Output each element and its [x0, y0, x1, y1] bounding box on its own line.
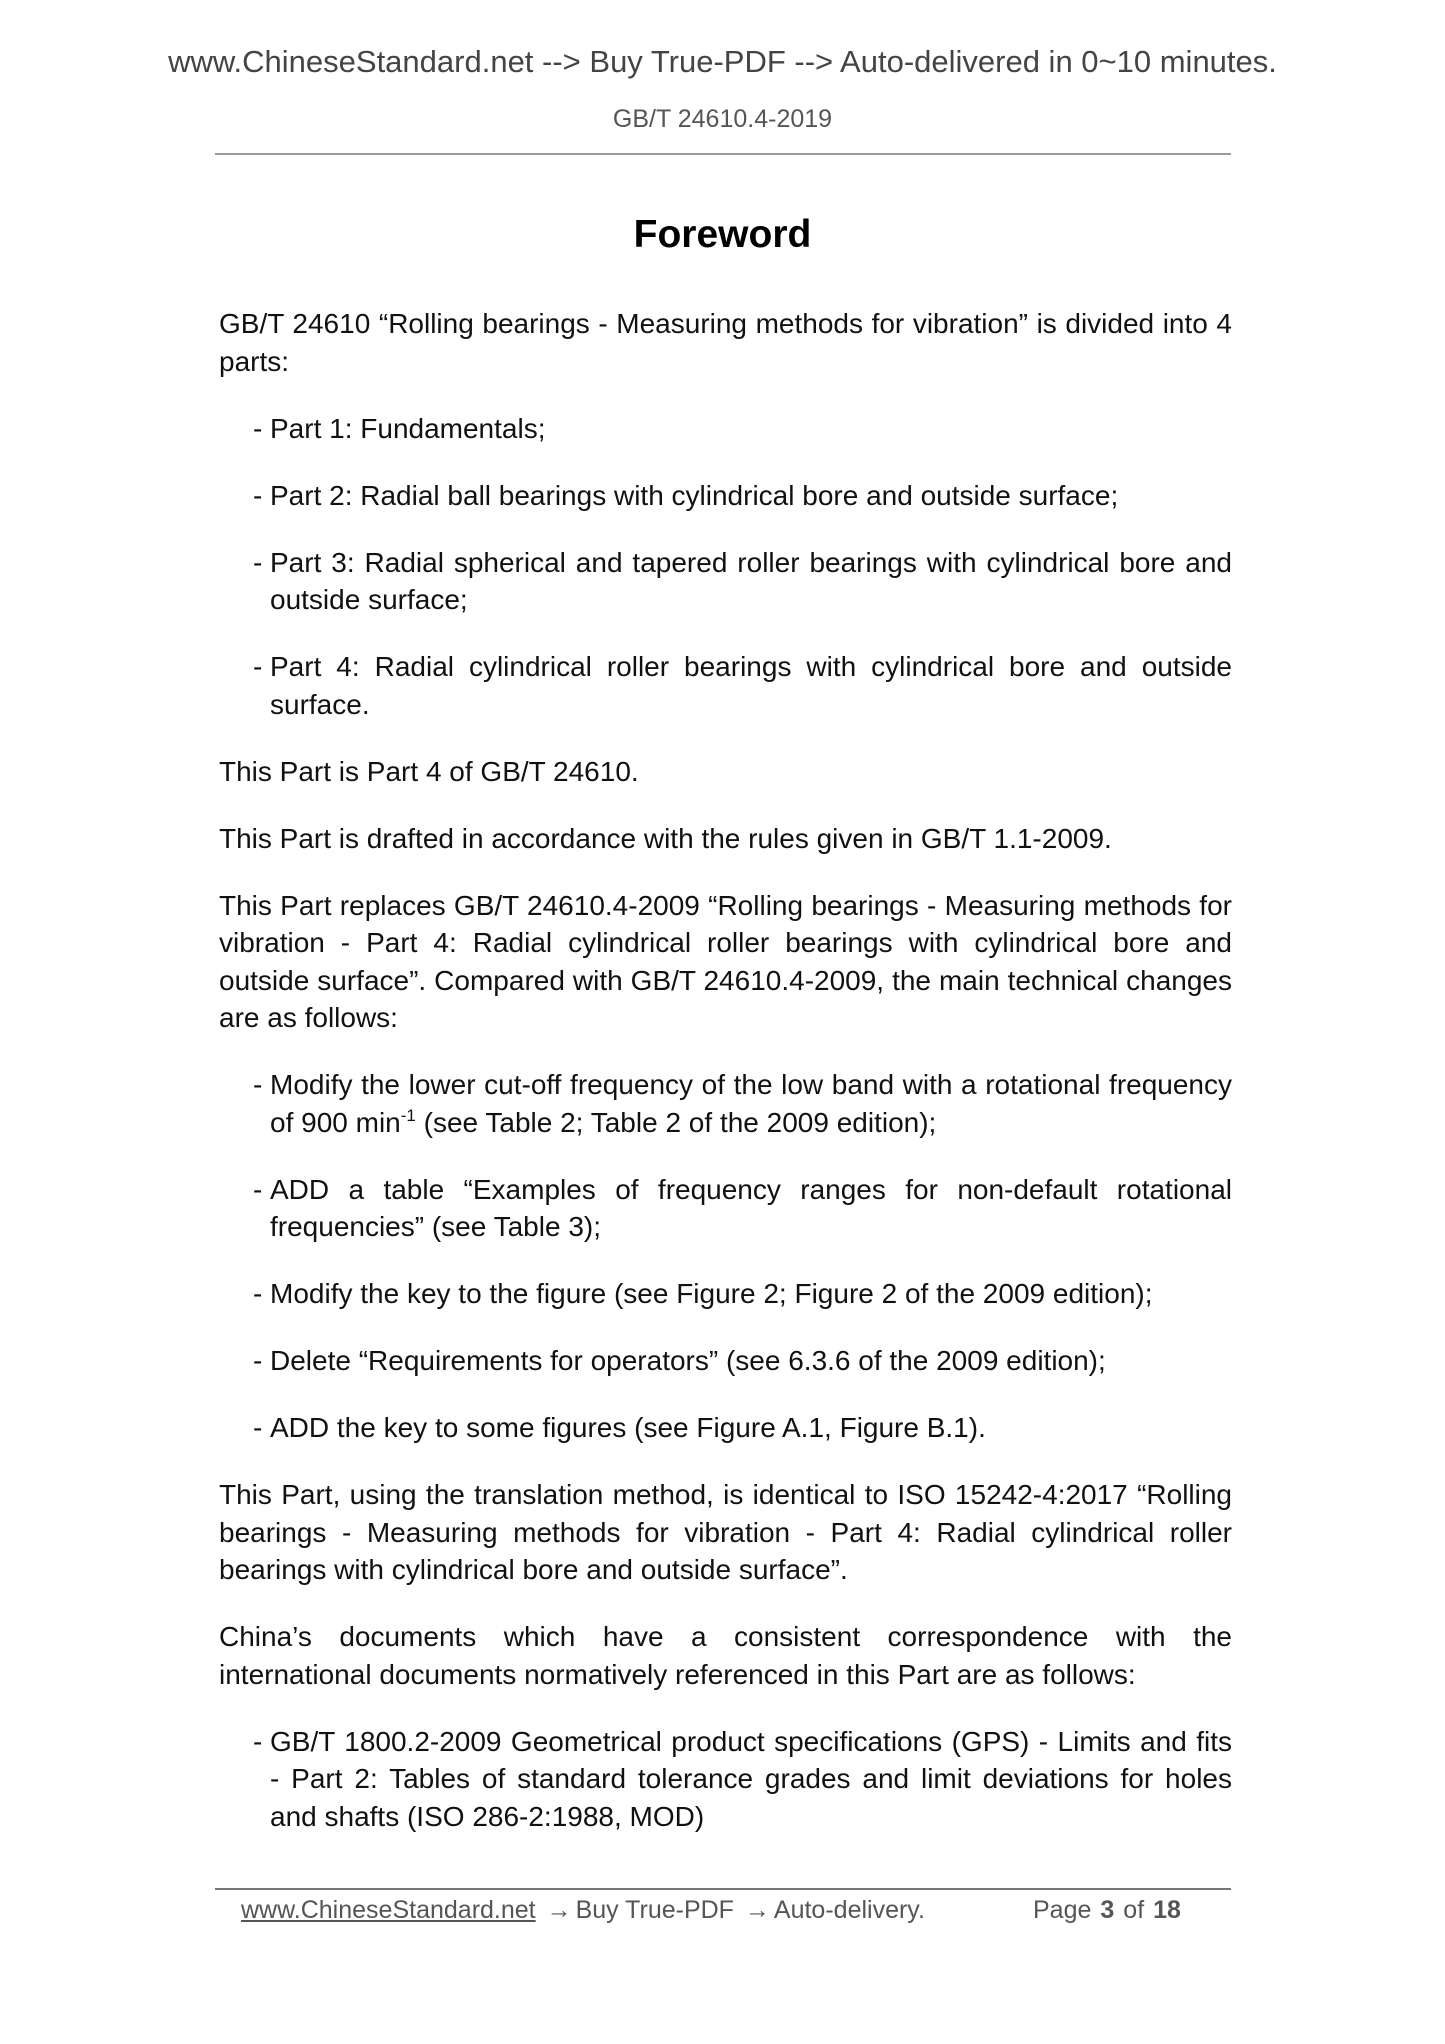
list-dash: -	[253, 651, 263, 682]
list-dash: -	[253, 412, 263, 444]
document-body	[219, 305, 1232, 1865]
list-dash: -	[253, 546, 263, 578]
list-item-part-4: - Part 4: Radial cylindrical roller bearings with cylindrical bore and outside surface.	[219, 648, 1232, 723]
list-dash: -	[253, 1173, 263, 1205]
site-banner: www.ChineseStandard.net --> Buy True-PDF --> Auto-delivered in 0~10 minutes.	[168, 44, 1277, 79]
page-indicator	[1033, 1895, 1181, 1925]
correspondence-statement: China’s documents which have a consistent correspondence with the international documents normatively referenced in this Part are as follows:	[219, 1621, 1232, 1690]
page-of: of	[1123, 1896, 1145, 1924]
document-code: GB/T 24610.4-2019	[612, 105, 833, 133]
drafted-statement: This Part is drafted in accordance with the rules given in GB/T 1.1-2009.	[219, 822, 1112, 854]
arrow-right-icon: →	[546, 1896, 572, 1924]
page-title: Foreword	[633, 213, 812, 256]
change-item-3: - Modify the key to the figure (see Figure 2; Figure 2 of the 2009 edition);	[219, 1275, 1232, 1313]
list-dash: -	[253, 1345, 263, 1376]
change-item-4: - Delete “Requirements for operators” (see 6.3.6 of the 2009 edition);	[219, 1342, 1232, 1380]
footer-delivery-text: Auto-delivery.	[773, 1896, 925, 1924]
footer-buy-text: Buy True-PDF	[575, 1896, 734, 1924]
header-divider	[215, 153, 1231, 155]
footer-divider	[215, 1888, 1231, 1890]
page-current: 3	[1100, 1896, 1115, 1924]
change-item-1: - Modify the lower cut-off frequency of the low band with a rotational frequency of 900 $\min^{-1} (see$ Table 2; Table 2 of the 2009 edition);	[219, 1066, 1232, 1141]
list-dash: -	[253, 479, 263, 511]
identical-statement: This Part, using the translation method, is identical to ISO 15242-4:2017 “Rolling bearings - Measuring methods for vibration - Part 4: Radial cylindrical roller bearings with cylindrical bore and outside surface”.	[219, 1479, 1232, 1585]
list-item-part-1: - Part 1: Fundamentals;	[219, 410, 1232, 448]
page-label: Page	[1033, 1896, 1092, 1924]
replaces-statement: This Part replaces GB/T 24610.4-2009 “Rolling bearings - Measuring methods for vibration - Part 4: Radial cylindrical roller bearings with cylindrical bore and outside surface”. Compared with GB/T 24610.4-2009, the main technical changes are as follows:	[219, 889, 1232, 1033]
list-dash: -	[253, 1725, 263, 1757]
arrow-right-icon: →	[744, 1896, 770, 1924]
superscript: -1	[400, 1105, 416, 1125]
footer-site-link[interactable]: www.ChineseStandard.net	[241, 1896, 536, 1924]
list-dash: -	[253, 1412, 263, 1443]
list-item-part-3: - Part 3: Radial spherical and tapered roller bearings with cylindrical bore and outside surface;	[219, 544, 1232, 619]
list-dash: -	[253, 1069, 263, 1100]
page-total: 18	[1153, 1896, 1181, 1924]
footer-promo	[241, 1895, 925, 1925]
part-statement: This Part is Part 4 of GB/T 24610.	[219, 755, 639, 787]
list-item-part-2: - Part 2: Radial ball bearings with cylindrical bore and outside surface;	[219, 477, 1232, 515]
intro-paragraph: GB/T 24610 “Rolling bearings - Measuring methods for vibration” is divided into 4 parts:	[219, 308, 1232, 377]
change-item-2: - ADD a table “Examples of frequency ranges for non-default rotational frequencies” (see Table 3);	[219, 1171, 1232, 1246]
change-item-5: - ADD the key to some figures (see Figure A.1, Figure B.1).	[219, 1409, 1232, 1447]
list-dash: -	[253, 1278, 263, 1309]
reference-item-1: - GB/T 1800.2-2009 Geometrical product specifications (GPS) - Limits and fits - Part 2: Tables of standard tolerance grades and limit deviations for holes and shafts (ISO 286-2:1988, MOD)	[219, 1723, 1232, 1836]
